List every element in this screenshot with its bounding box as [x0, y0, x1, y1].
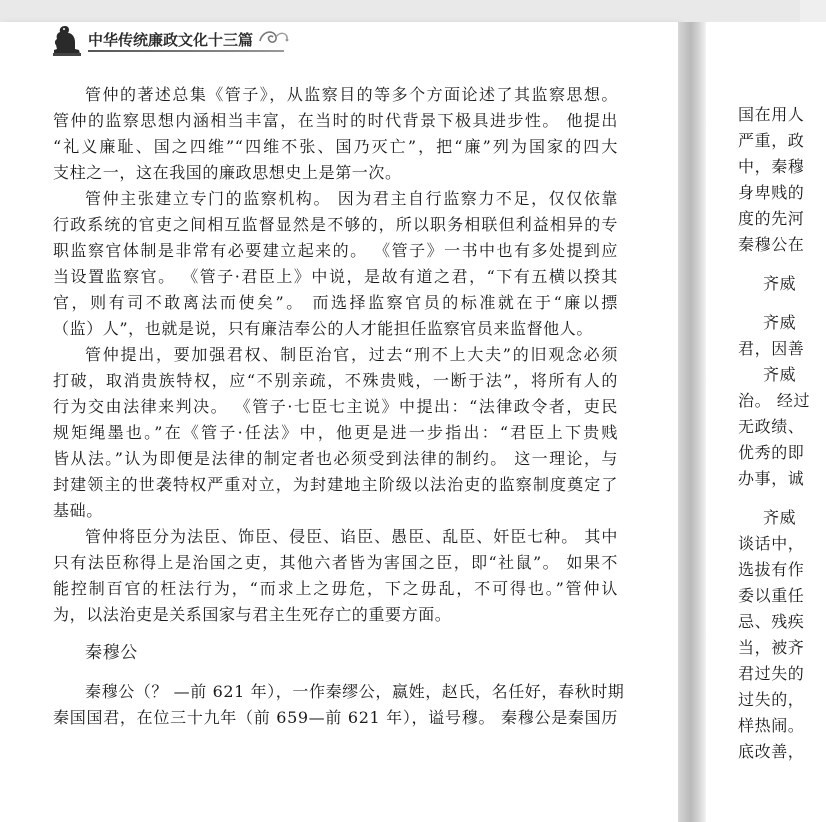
- main-text: [53, 82, 625, 731]
- right-text-line: 底改善，: [738, 742, 805, 761]
- text-line: 能控制百官的枉法行为，“而求上之毋危，下之毋乱，不可得也。”管仲认: [53, 579, 618, 598]
- text-line: 支柱之一，这在我国的廉政思想史上是第一次。: [53, 163, 402, 182]
- right-text-line: 样热闹。: [738, 716, 805, 735]
- paragraph: [53, 82, 618, 186]
- paragraph: [53, 342, 618, 524]
- text-line: 行政系统的官吏之间相互监督显然是不够的，所以职务相联但利益相异的专: [53, 215, 618, 234]
- text-line: 管仲提出，要加强君权、制臣治官，过去“刑不上大夫”的旧观念必须: [85, 345, 618, 364]
- text-line: 管仲主张建立专门的监察机构。 因为君主自行监察力不足，仅仅依靠: [85, 189, 618, 208]
- right-text-line: 优秀的即: [738, 443, 805, 462]
- header-rule: [88, 50, 284, 52]
- text-line: 皆从法。”认为即便是法律的制定者也必须受到法律的制约。 这一理论，与: [53, 449, 618, 468]
- book-gutter: [678, 22, 706, 822]
- right-text-line: 忌、残疾: [738, 612, 805, 631]
- right-section-gap: [738, 492, 800, 505]
- text-line: （监）人”，也就是说，只有廉洁奉公的人才能担任监察官员来监督他人。: [53, 319, 593, 338]
- right-text-line: 治。 经过: [738, 391, 811, 410]
- text-line: 秦国国君，在位三十九年（前 659—前 621 年），谥号穆。 秦穆公是秦国历: [53, 708, 618, 727]
- right-text-line: 度的先河: [738, 209, 805, 228]
- right-text-line: 无政绩、: [738, 417, 805, 436]
- right-text-line: 中，秦穆: [738, 157, 805, 176]
- lion-statue-icon: [48, 20, 86, 58]
- right-text-line: 谈话中，: [738, 534, 805, 553]
- right-text-line: 身卑贱的: [738, 183, 805, 202]
- header-title: 中华传统廉政文化十三篇: [88, 31, 254, 49]
- text-line: 职监察官体制是非常有必要建立起来的。 《管子》一书中也有多处提到应: [53, 241, 618, 260]
- text-line: 官，则有司不敢离法而使矣”。 而选择监察官员的标准就在于“廉以摽: [53, 293, 618, 312]
- right-section-gap: [738, 297, 800, 310]
- text-line: 规矩绳墨也。”在《管子·任法》中，他更是进一步指出：“君臣上下贵贱: [53, 423, 618, 442]
- text-line: 当设置监察官。 《管子·君臣上》中说，是故有道之君，“下有五横以揆其: [53, 267, 618, 286]
- right-text-line: 过失的，: [738, 690, 805, 709]
- right-text-line: 当，被齐: [738, 638, 805, 657]
- right-text-line: 秦穆公在: [738, 235, 805, 254]
- text-line: 打破，取消贵族特权，应“不别亲疏，不殊贵贱，一断于法”，将所有人的: [53, 371, 618, 390]
- text-line: 秦穆公（？ —前 621 年），一作秦缪公，嬴姓，赵氏，名任好，春秋时期: [85, 682, 625, 701]
- text-line: 行为交由法律来判决。 《管子·七臣七主说》中提出：“法律政令者，吏民: [53, 397, 618, 416]
- section-heading: 秦穆公: [85, 643, 138, 663]
- paragraph: [53, 186, 618, 342]
- right-page-text: [738, 102, 811, 765]
- right-text-line: 齐威: [763, 365, 797, 384]
- paragraph: [53, 524, 618, 628]
- right-text-line: 君过失的: [738, 664, 805, 683]
- paragraph: [53, 679, 625, 731]
- right-text-line: 齐威: [763, 313, 797, 332]
- text-line: 管仲的著述总集《管子》，从监察目的等多个方面论述了其监察思想。: [85, 85, 618, 104]
- right-text-line: 办事，诚: [738, 469, 805, 488]
- text-line: 管仲的监察思想内涵相当丰富，在当时的时代背景下极具进步性。 他提出: [53, 111, 618, 130]
- text-line: 基础。: [53, 501, 103, 520]
- right-text-line: 国在用人: [738, 105, 805, 124]
- text-line: 封建领主的世袭特权严重对立，为封建地主阶级以法治吏的监察制度奠定了: [53, 475, 618, 494]
- right-text-line: 严重，政: [738, 131, 805, 150]
- text-line: 为，以法治吏是关系国家与君主生死存亡的重要方面。: [53, 605, 452, 624]
- text-line: “礼义廉耻、国之四维”“四维不张、国乃灭亡”，把“廉”列为国家的四大: [53, 137, 618, 156]
- swirl-ornament-icon: [254, 25, 292, 47]
- running-header: [48, 20, 308, 60]
- right-section-heading: 齐威: [763, 274, 797, 293]
- right-text-line: 齐威: [763, 508, 797, 527]
- text-line: 管仲将臣分为法臣、饰臣、侵臣、谄臣、愚臣、乱臣、奸臣七种。 其中: [85, 527, 618, 546]
- right-text-line: 委以重任: [738, 586, 805, 605]
- text-line: 只有法臣称得上是治国之吏，其他六者皆为害国之臣，即“社鼠”。 如果不: [53, 553, 618, 572]
- right-text-line: 选拔有作: [738, 560, 805, 579]
- right-text-line: 君，因善: [738, 339, 805, 358]
- right-section-gap: [738, 258, 800, 271]
